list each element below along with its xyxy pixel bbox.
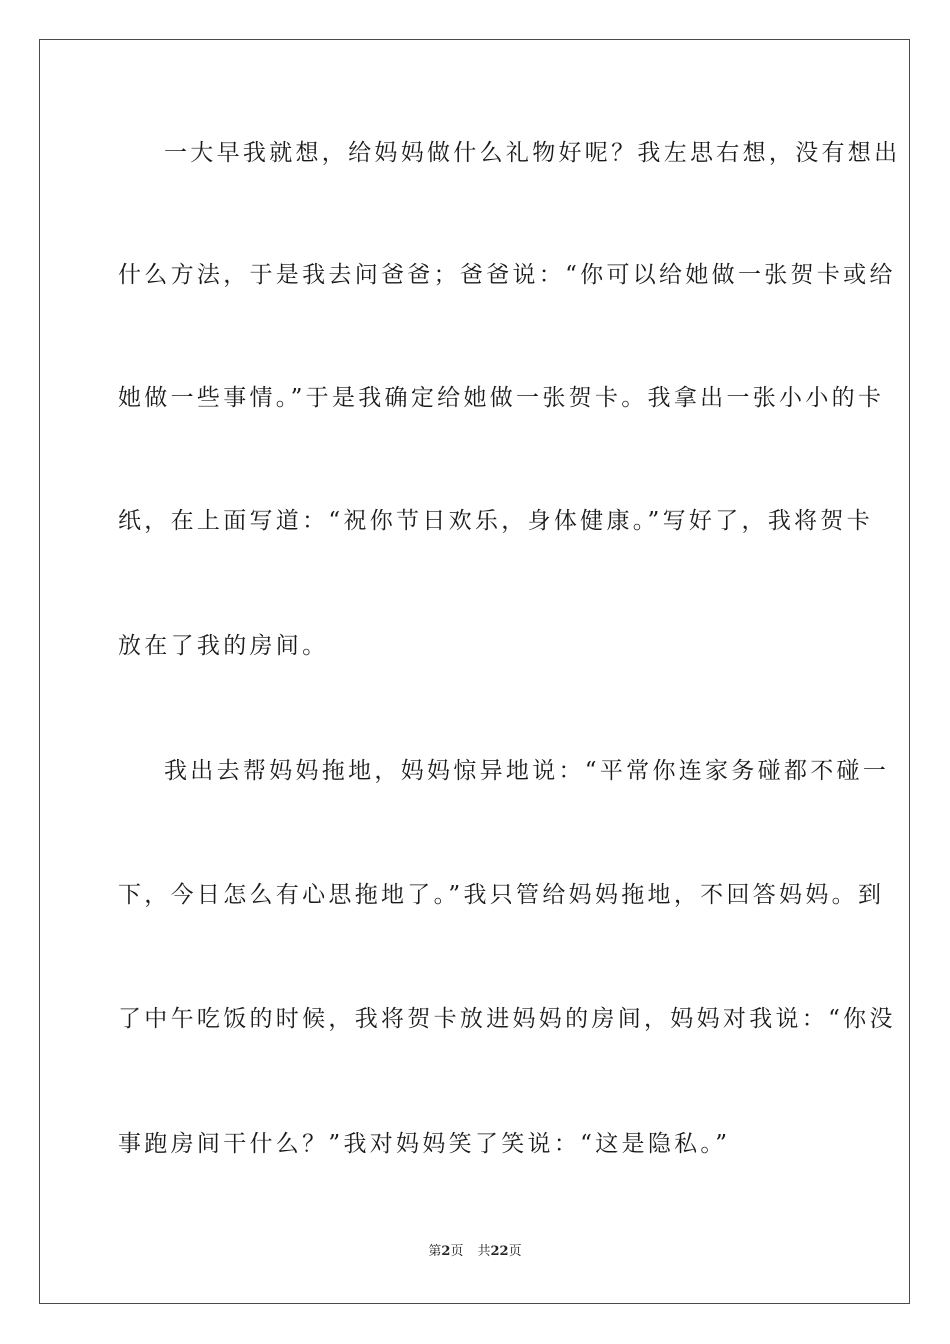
paragraph-2-line-4: 事跑房间干什么？”我对妈妈笑了笑说：“这是隐私。” xyxy=(118,1131,731,1157)
paragraph-1-line-3: 她做一些事情。”于是我确定给她做一张贺卡。我拿出一张小小的卡 xyxy=(118,385,885,411)
paragraph-2-line-3: 了中午吃饭的时候，我将贺卡放进妈妈的房间，妈妈对我说：“你没 xyxy=(118,1006,896,1032)
page-label-prefix: 第 xyxy=(428,1244,442,1259)
page-border xyxy=(39,39,910,1304)
page-label-suffix: 页 xyxy=(450,1244,464,1259)
total-label-suffix: 页 xyxy=(508,1244,522,1259)
page-number: 2 xyxy=(441,1244,451,1259)
paragraph-1-line-2: 什么方法，于是我去问爸爸；爸爸说：“你可以给她做一张贺卡或给 xyxy=(118,262,896,288)
paragraph-1-line-4: 纸，在上面写道：“祝你节日欢乐，身体健康。”写好了，我将贺卡 xyxy=(118,508,874,534)
paragraph-1-line-5: 放在了我的房间。 xyxy=(118,633,329,659)
page-footer xyxy=(0,1243,950,1261)
paragraph-2-line-2: 下，今日怎么有心思拖地了。”我只管给妈妈拖地，不回答妈妈。到 xyxy=(118,882,885,908)
paragraph-1-line-1: 一大早我就想，给妈妈做什么礼物好呢？我左思右想，没有想出 xyxy=(164,140,901,166)
total-pages: 22 xyxy=(490,1244,509,1259)
total-label-prefix: 共 xyxy=(477,1244,491,1259)
paragraph-2-line-1: 我出去帮妈妈拖地，妈妈惊异地说：“平常你连家务碰都不碰一 xyxy=(164,758,890,784)
